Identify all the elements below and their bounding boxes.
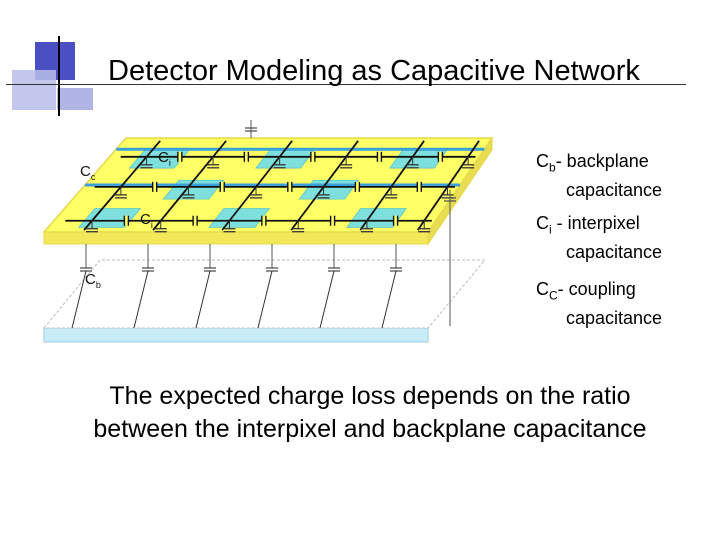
legend-item-interpixel <box>536 212 662 263</box>
label-cc <box>80 163 96 182</box>
legend-item-coupling <box>536 278 662 329</box>
legend-text: - backplane <box>555 151 649 171</box>
svg-text:Ci: $C_i$ <box>140 211 153 230</box>
legend-symbol: $C_b$ <box>536 151 556 175</box>
svg-text:Cc: $C_c$ <box>80 163 96 182</box>
legend-item-backplane <box>536 150 662 201</box>
decor-vertical-rule <box>58 36 60 116</box>
decor-square-light <box>12 70 56 110</box>
legend-symbol: $C_i$ <box>536 213 552 237</box>
svg-text:Cb: $C_b$ <box>85 271 101 290</box>
slide-title: Detector Modeling as Capacitive Network <box>108 55 640 87</box>
legend-text-cont: capacitance <box>566 241 663 262</box>
svg-text:Ci: $C_i$ <box>158 149 171 168</box>
legend-symbol: $C_C$ <box>536 279 558 303</box>
slide-caption: The expected charge loss depends on the ratio between the interpixel and backplane capacitance <box>93 382 647 443</box>
legend-text-cont: capacitance <box>566 307 663 328</box>
legend-text-cont: capacitance <box>566 179 663 200</box>
legend-text: - interpixel <box>551 213 640 233</box>
legend-text: - coupling <box>557 279 636 299</box>
capacitive-network-diagram <box>30 120 500 350</box>
decor-square-mid <box>57 88 93 110</box>
